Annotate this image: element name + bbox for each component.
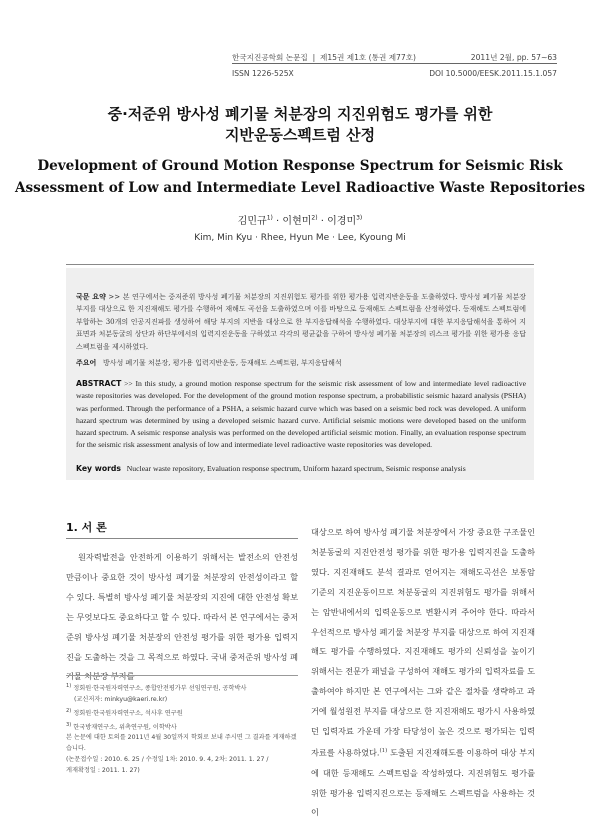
section-title: 1. 서 론: [66, 521, 107, 534]
keywords-en-text: Nuclear waste repository, Evaluation response spectrum, Uniform hazard spectrum, Seismic response analysis: [126, 464, 466, 473]
footnote-3-text: 한국방재연구소, 위촉연구원, 이학박사: [71, 723, 177, 731]
citation-ref: (1): [379, 747, 388, 754]
header-rule: [232, 63, 557, 64]
footnote-1-num: 1): [66, 683, 72, 689]
body-column-right: [311, 523, 535, 823]
submission-dates-2: 게재확정일 : 2011. 1. 27): [66, 766, 140, 774]
authors-korean: [0, 212, 600, 227]
submission-dates-1: (논문접수일 : 2010. 6. 25 / 수정일 1차: 2010. 9. 4, 2차: 2011. 1. 27 /: [66, 755, 269, 763]
title-ko-line1: 중·저준위 방사성 폐기물 처분장의 지진위험도 평가를 위한: [107, 105, 493, 123]
doi: DOI 10.5000/EESK.2011.15.1.057: [429, 69, 557, 78]
abstract-en-label: ABSTRACT: [76, 379, 122, 388]
body-right-text-b: 도출된 지진재해도를 이용하여 대상 부지에 대한 등재해도 스펙트럼을 작성하였다. 지진위험도 평가를 위한 평가용 입력지진으로는 등재해도 스펙트럼을 사용하는 것이: [311, 747, 536, 818]
discussion-note: 본 논문에 대한 토의를 2011년 4월 30일까지 학회로 보내 주시면 그 결과를 게재하겠습니다.: [66, 734, 297, 753]
date-pages: 2011년 2월, pp. 57~63: [470, 53, 557, 62]
footnote-2: [66, 706, 298, 720]
keywords-ko-label: 주요어: [76, 359, 97, 367]
body-column-left: [66, 548, 298, 687]
author3-sup: 3): [356, 214, 363, 222]
author2-sup: 2): [311, 214, 318, 222]
journal-issue: 제15권 제1호 (통권 제77호): [320, 53, 417, 62]
author-sep: ·: [272, 216, 283, 227]
abstract-korean: [76, 291, 526, 353]
issn: ISSN 1226-525X: [232, 69, 294, 78]
footnote-3-num: 3): [66, 721, 72, 728]
footnote-1: [66, 681, 298, 695]
author1: 김민규: [237, 216, 267, 227]
abstract-top-rule: [66, 264, 534, 265]
abstract-en-text: >> In this study, a ground motion response spectrum for the seismic risk assessment of low and intermediate level radioactive waste repositories was developed. For the development of the ground motion response spectrum, a probabilistic seismic hazard analysis (PSHA) was performed. Through the performance of a PSHA, a seismic hazard curve which was based on a seismic bed rock was developed. A uniform hazard spectrum was determined by using a developed seismic hazard curve. Artificial seismic motions were developed based on the uniform hazard spectrum. A seismic response analysis was performed on the developed artificial seismic motion. Finally, an evaluation response spectrum for the seismic risk assessment analysis of low and intermediate level radioactive waste repositories was developed.: [76, 379, 526, 450]
keywords-english: [76, 464, 526, 473]
keywords-korean: [76, 358, 526, 368]
body-right-text: 대상으로 하여 방사성 폐기물 처분장에서 가장 중요한 구조물인 처분동굴의 지진안전성 평가를 위한 평가용 입력지진을 도출하였다. 지진재해도 분석 결과로 얻어지는 재해도곡선은 보통암 기준의 지진운동이므로 처분동굴의 지진위험도 평가를 위해서는 암반내에서의 입력운동으로 변환시켜 주어야 한다. 따라서 우선적으로 방사성 폐기물 처분장 부지를 대상으로 하여 지진재해도 평가를 수행하였다. 지진재해도 평가의 신뢰성을 높이기 위해서는 전문가 패널을 구성하여 재해도 평가의 입력자료를 도출하여야 하지만 본 연구에서는 그와 같은 절차를 생략하고 과거에 월성원전 부지를 대상으로 한 지진재해도 평가시 사용하였던 입력자료 가운데 가장 타당성이 높은 것으로 평가되는 입력자료를 사용하였다.: [311, 527, 535, 758]
author2: 이현미: [282, 216, 312, 227]
keywords-ko-text: 방사성 폐기물 처분장, 평가용 입력지반운동, 등재해도 스펙트럼, 부지응답해석: [102, 359, 342, 367]
author3: 이경미: [327, 216, 357, 227]
footnote-1b: (교신저자: minkyu@kaeri.re.kr): [74, 695, 168, 703]
title-english: [0, 155, 600, 199]
title-ko-line2: 지반운동스펙트럼 산정: [224, 126, 376, 144]
footnotes: [66, 681, 298, 777]
author-sep: ·: [317, 216, 328, 227]
title-korean: [0, 104, 600, 146]
abstract-ko-text: >> 본 연구에서는 중저준위 방사성 폐기물 처분장의 지진위험도 평가를 위한 평가용 입력지반운동을 도출하였다. 방사성 폐기물 처분장 부지를 대상으로 한 지진재해도 평가를 수행하여 재해도 곡선을 도출하였으며 이를 바탕으로 등재해도 스펙트럼을 산정하였다. 등재해도 스펙트럼에 부합하는 30개의 인공지진파를 생성하여 해당 부지의 지반을 대상으로 한 부지응답해석을 수행하였다. 대상부지에 대한 부지응답해석을 통하여 지표면과 처분동굴의 상단과 하단부에서의 입력지진운동을 구하였고 각각의 평균값을 구하여 방사성 폐기물 처분장의 리스크 평가를 위한 평가용 응답스펙트럼을 제시하였다.: [76, 293, 526, 351]
body-left-text: 원자력발전을 안전하게 이용하기 위해서는 발전소의 안전성 만큼이나 중요한 것이 방사성 폐기물 처분장의 안전성이라고 할 수 있다. 특별히 방사성 폐기물 처분장의 지진에 대한 안전성 확보는 무엇보다도 중요하다고 할 수 있다. 따라서 본 연구에서는 중저준위 방사성 폐기물 처분장의 안전성 평가를 위한 평가용 입력지진을 도출하는 것을 그 목적으로 하였다. 국내 중저준위 방사성 폐기물 처분장 부지를: [66, 552, 298, 682]
keywords-en-label: Key words: [76, 464, 121, 473]
footnote-rule: [66, 675, 298, 676]
abstract-english: [76, 378, 526, 452]
footnote-1-text: 정회원·한국원자력연구소, 종합안전평가부 선임연구원, 공학박사: [71, 685, 247, 693]
journal-name: 한국지진공학회 논문집: [232, 53, 308, 62]
authors-english: Kim, Min Kyu · Rhee, Hyun Me · Lee, Kyoung Mi: [194, 233, 406, 243]
author1-sup: 1): [266, 214, 273, 222]
footnote-2-text: 정회원·한국원자력연구소, 석사후 연구원: [71, 709, 183, 717]
footnote-2-num: 2): [66, 707, 72, 714]
title-en-line1: Development of Ground Motion Response Spectrum for Seismic Risk: [37, 158, 563, 174]
title-en-line2: Assessment of Low and Intermediate Level Radioactive Waste Repositories: [14, 180, 585, 196]
abstract-ko-label: 국문 요약: [76, 293, 106, 301]
section-rule: [66, 538, 298, 539]
footnote-3: [66, 720, 298, 734]
